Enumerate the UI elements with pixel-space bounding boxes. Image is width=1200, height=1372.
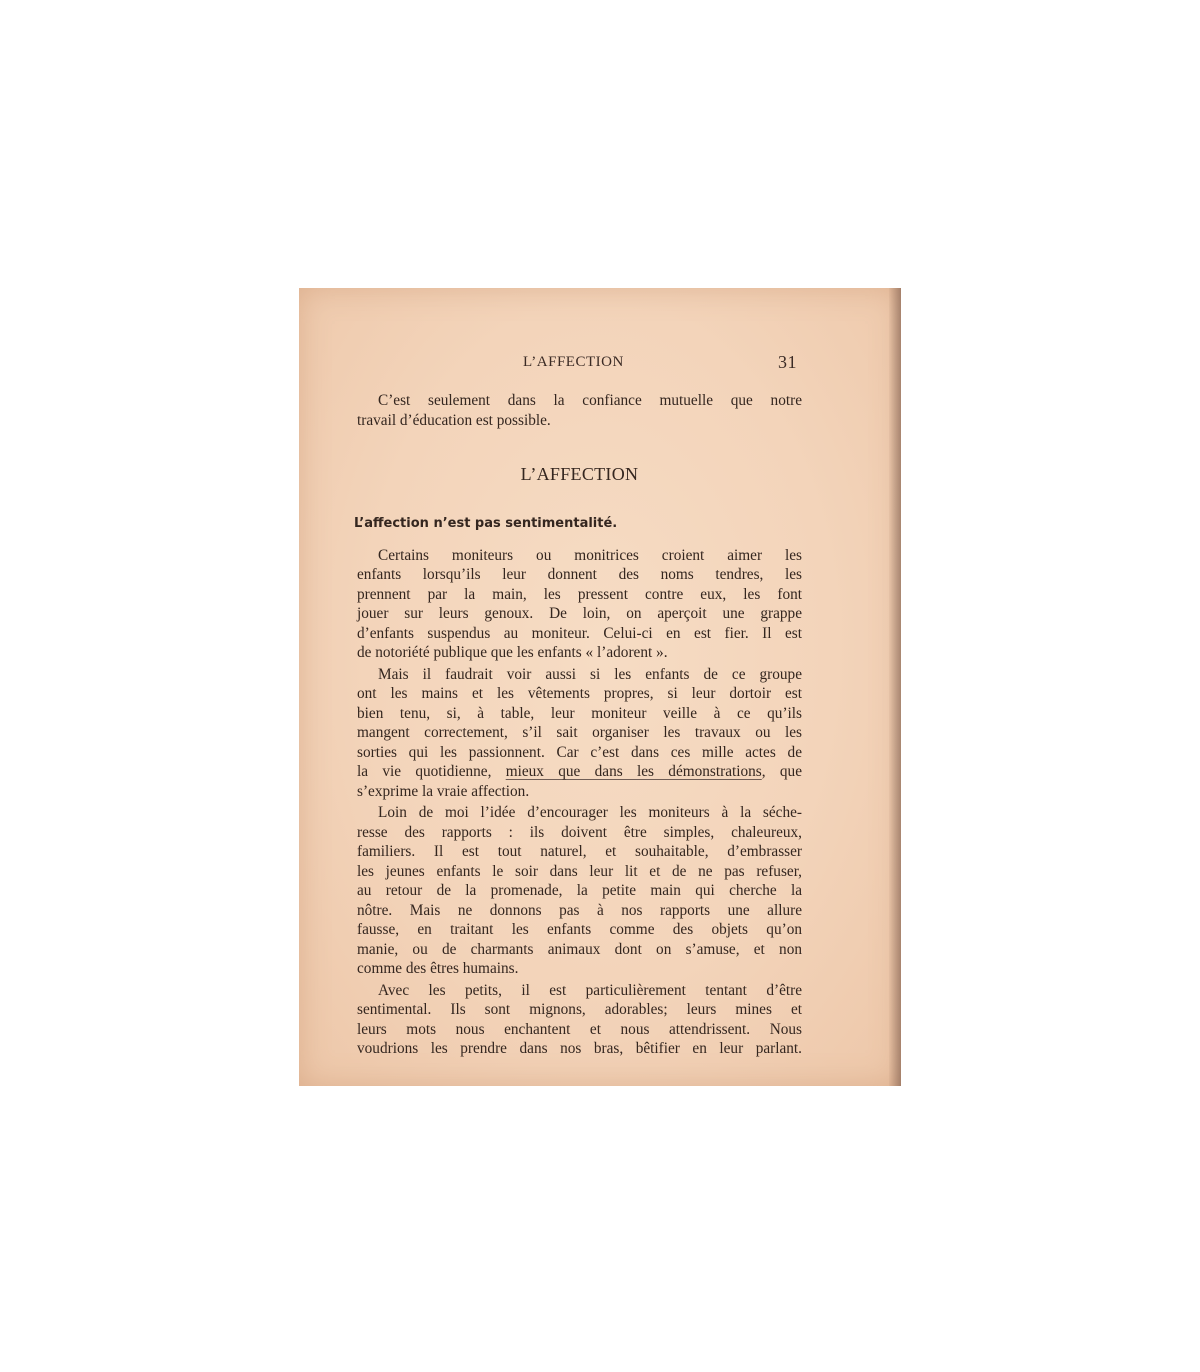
text-line: mangent correctement, s’il sait organiser les travaux ou les xyxy=(357,724,802,741)
text-line: au retour de la promenade, la petite main qui cherche la xyxy=(357,882,802,899)
text-line: Avec les petits, il est particulièrement tentant d’être xyxy=(378,981,802,999)
text-line: travail d’éducation est possible. xyxy=(357,411,551,429)
section-title: L’AFFECTION xyxy=(520,464,639,484)
text-line: voudrions les prendre dans nos bras, bêtifier en leur parlant. xyxy=(357,1040,802,1057)
running-title: L’AFFECTION xyxy=(523,354,624,370)
subheading: L’affection n’est pas sentimentalité. xyxy=(354,515,618,531)
text-fragment: la vie quotidienne, xyxy=(357,763,506,780)
page-gutter-shadow xyxy=(889,288,901,1086)
text-line: d’enfants suspendus au moniteur. Celui-ci en est fier. Il est xyxy=(357,624,802,642)
text-line: bien tenu, si, à table, leur moniteur veille à ce qu’ils xyxy=(357,704,802,722)
paragraph-4 xyxy=(357,981,802,1059)
page-number: 31 xyxy=(778,352,797,372)
text-line: nôtre. Mais ne donnons pas à nos rapports une allure xyxy=(357,901,802,919)
paragraph-1 xyxy=(357,546,802,663)
text-line: ont les mains et les vêtements propres, si leur dortoir est xyxy=(357,685,802,702)
text-line: s’exprime la vraie affection. xyxy=(357,782,530,800)
text-line: comme des êtres humains. xyxy=(357,960,519,977)
text-line: resse des rapports : ils doivent être simples, chaleureux, xyxy=(357,823,802,841)
text-line: Mais il faudrait voir aussi si les enfants de ce groupe xyxy=(378,665,802,683)
text-line: les jeunes enfants le soir dans leur lit et de ne pas refuser, xyxy=(357,862,802,880)
underlined-phrase: mieux que dans les démonstrations xyxy=(505,763,762,780)
paragraph-2 xyxy=(357,665,802,802)
text-line: sentimental. Ils sont mignons, adorables; leurs mines et xyxy=(357,1001,802,1018)
text-line: leurs mots nous enchantent et nous attendrissent. Nous xyxy=(357,1020,802,1038)
text-line: sorties qui les passionnent. Car c’est dans ces mille actes de xyxy=(357,743,802,761)
text-line: Certains moniteurs ou monitrices croient aimer les xyxy=(378,546,802,564)
text-line: C’est seulement dans la confiance mutuelle que notre xyxy=(378,392,802,409)
text-line: familiers. Il est tout naturel, et souhaitable, d’embrasser xyxy=(357,843,802,860)
intro-paragraph xyxy=(357,391,802,430)
text-line: manie, ou de charmants animaux dont on s’amuse, et non xyxy=(357,940,802,958)
text-fragment: , que xyxy=(761,763,802,780)
text-line: fausse, en traitant les enfants comme des objets qu’on xyxy=(357,921,802,938)
text-line-underlined xyxy=(357,762,802,782)
text-line: jouer sur leurs genoux. De loin, on aperçoit une grappe xyxy=(357,605,802,622)
paragraph-3 xyxy=(357,803,802,979)
text-line: enfants lorsqu’ils leur donnent des noms tendres, les xyxy=(357,566,802,583)
page-body xyxy=(354,391,802,1059)
book-page xyxy=(299,288,901,1086)
text-line: Loin de moi l’idée d’encourager les moniteurs à la séche- xyxy=(378,804,802,821)
text-line: de notoriété publique que les enfants « l’adorent ». xyxy=(357,644,668,661)
text-line: prennent par la main, les pressent contre eux, les font xyxy=(357,585,802,603)
